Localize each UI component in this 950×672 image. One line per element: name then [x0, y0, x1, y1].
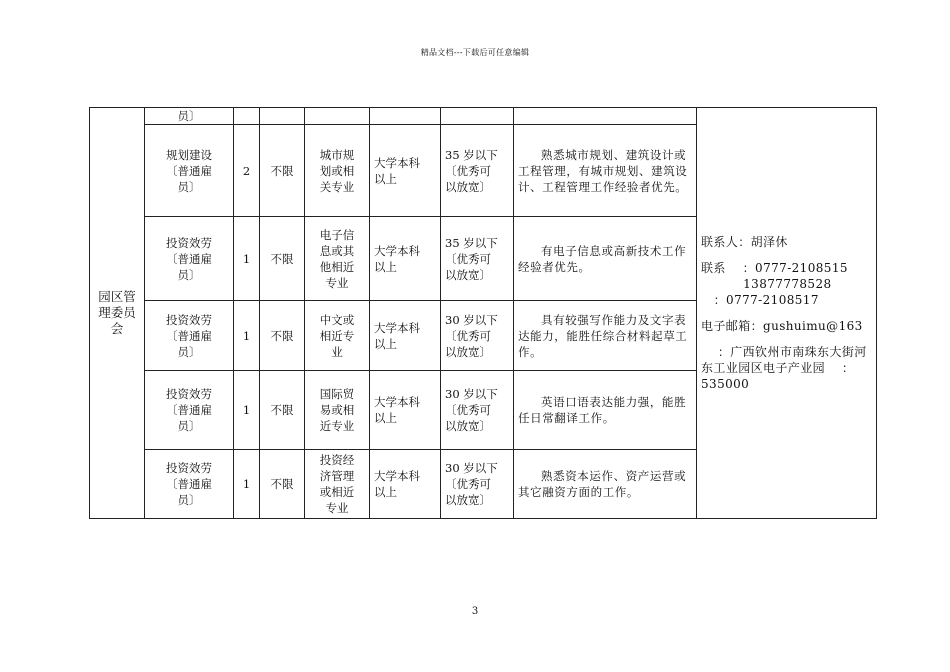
- major-line: 国际贸: [319, 387, 355, 401]
- position-line: 员〕: [177, 493, 201, 507]
- position-line: 员〕: [177, 344, 201, 359]
- age-cell: [441, 125, 514, 217]
- age-line: 〔优秀可: [445, 328, 491, 343]
- position-cell: [145, 371, 234, 450]
- page-number: 3: [471, 606, 479, 617]
- major-line: 投资经: [319, 453, 355, 467]
- major-line: 城市规: [319, 147, 355, 162]
- education-cell: [370, 371, 441, 450]
- empty-cell: [370, 108, 441, 125]
- education-cell: [370, 450, 441, 519]
- major-cell: [305, 125, 370, 217]
- position-line: 〔普通雇: [166, 328, 212, 343]
- contact-mobile: 13877778528: [701, 277, 832, 291]
- empty-cell: [234, 108, 260, 125]
- requirement-cell: [514, 125, 697, 217]
- age-line: 〔优秀可: [445, 477, 491, 491]
- position-line: 规划建设: [166, 147, 212, 162]
- contact-phone: 联系 ：0777-2108515: [701, 261, 848, 275]
- gender-cell: 不限: [260, 301, 305, 371]
- age-line: 以放宽〕: [445, 344, 491, 359]
- age-cell: [441, 450, 514, 519]
- age-line: 30 岁以下: [445, 461, 498, 475]
- major-line: 他相近: [319, 259, 355, 274]
- major-cell: [305, 450, 370, 519]
- age-line: 〔优秀可: [445, 251, 491, 266]
- position-line: 员〕: [177, 419, 201, 433]
- age-line: 〔优秀可: [445, 403, 491, 417]
- major-line: 专业: [325, 275, 349, 290]
- education-line: 大学本科: [374, 320, 420, 335]
- empty-cell: [441, 108, 514, 125]
- gender-cell: 不限: [260, 125, 305, 217]
- contact-cell: [697, 108, 877, 519]
- position-cell: [145, 301, 234, 371]
- requirement-cell: [514, 371, 697, 450]
- major-line: 业: [331, 344, 343, 359]
- department-cell: [90, 108, 145, 519]
- education-cell: [370, 217, 441, 301]
- count-cell: 1: [234, 450, 260, 519]
- age-line: 以放宽〕: [445, 419, 491, 433]
- major-cell: [305, 301, 370, 371]
- contact-address: ：广西钦州市南珠东大街河东工业园区电子产业园 ：535000: [701, 345, 867, 391]
- age-cell: [441, 371, 514, 450]
- contact-email: 电子邮箱：gushuimu@163: [701, 319, 863, 333]
- age-line: 〔优秀可: [445, 163, 491, 178]
- continued-position-text: 员〕: [177, 109, 201, 123]
- position-line: 〔普通雇: [166, 403, 212, 417]
- major-line: 划或相: [319, 163, 355, 178]
- education-line: 以上: [374, 411, 397, 425]
- position-cell: [145, 125, 234, 217]
- contact-person: 联系人：胡泽休: [701, 235, 788, 249]
- age-line: 35 岁以下: [445, 147, 498, 162]
- position-cell: [145, 450, 234, 519]
- age-cell: [441, 301, 514, 371]
- contact-fax: ：0777-2108517: [701, 293, 819, 307]
- gender-cell: 不限: [260, 371, 305, 450]
- education-cell: [370, 301, 441, 371]
- education-line: 以上: [374, 171, 397, 186]
- position-cell: [145, 217, 234, 301]
- gender-cell: 不限: [260, 450, 305, 519]
- requirement-text: 熟悉城市规划、建筑设计或工程管理，有城市规划、建筑设计、工程管理工作经验者优先。: [518, 147, 688, 194]
- position-line: 投资效劳: [166, 235, 212, 250]
- education-line: 以上: [374, 485, 397, 499]
- major-line: 专业: [325, 501, 349, 515]
- major-line: 息或其: [319, 243, 355, 258]
- position-line: 投资效劳: [166, 312, 212, 327]
- position-line: 员〕: [177, 179, 201, 194]
- requirement-text: 英语口语表达能力强，能胜任日常翻译工作。: [518, 395, 687, 425]
- major-line: 电子信: [319, 227, 355, 242]
- major-cell: [305, 371, 370, 450]
- age-line: 以放宽〕: [445, 493, 491, 507]
- major-line: 易或相: [319, 403, 355, 417]
- major-line: 关专业: [319, 179, 355, 194]
- empty-cell: [260, 108, 305, 125]
- position-line: 投资效劳: [166, 461, 212, 475]
- education-line: 大学本科: [374, 395, 420, 409]
- count-cell: 1: [234, 371, 260, 450]
- education-line: 以上: [374, 259, 397, 274]
- major-line: 相近专: [319, 328, 355, 343]
- education-line: 大学本科: [374, 243, 420, 258]
- education-line: 大学本科: [374, 155, 420, 170]
- age-line: 35 岁以下: [445, 235, 498, 250]
- count-cell: 1: [234, 301, 260, 371]
- position-line: 〔普通雇: [166, 477, 212, 491]
- major-line: 近专业: [319, 419, 355, 433]
- empty-cell: [305, 108, 370, 125]
- requirement-text: 有电子信息或高新技术工作经验者优先。: [518, 243, 687, 274]
- requirement-text: 熟悉资本运作、资产运营或其它融资方面的工作。: [518, 469, 687, 499]
- requirement-text: 具有较强写作能力及文字表达能力，能胜任综合材料起草工作。: [518, 312, 688, 359]
- position-line: 〔普通雇: [166, 163, 212, 178]
- empty-cell: [514, 108, 697, 125]
- age-line: 30 岁以下: [445, 312, 498, 327]
- education-cell: [370, 125, 441, 217]
- age-line: 以放宽〕: [445, 179, 491, 194]
- recruitment-table: [89, 107, 877, 519]
- age-line: 30 岁以下: [445, 387, 498, 401]
- requirement-cell: [514, 450, 697, 519]
- education-line: 大学本科: [374, 469, 420, 483]
- page-header: 精品文档---下载后可任意编辑: [420, 48, 530, 57]
- education-line: 以上: [374, 336, 397, 351]
- requirement-cell: [514, 301, 697, 371]
- department-label: 园区管理委员会: [98, 289, 136, 336]
- age-line: 以放宽〕: [445, 267, 491, 282]
- position-line: 〔普通雇: [166, 251, 212, 266]
- count-cell: 2: [234, 125, 260, 217]
- requirement-cell: [514, 217, 697, 301]
- major-line: 中文或: [319, 312, 355, 327]
- major-line: 济管理: [319, 469, 355, 483]
- major-cell: [305, 217, 370, 301]
- continued-position-cell: [145, 108, 234, 125]
- major-line: 或相近: [319, 485, 355, 499]
- position-line: 员〕: [177, 267, 201, 282]
- age-cell: [441, 217, 514, 301]
- gender-cell: 不限: [260, 217, 305, 301]
- table-row-continued: [90, 108, 877, 125]
- position-line: 投资效劳: [166, 387, 212, 401]
- count-cell: 1: [234, 217, 260, 301]
